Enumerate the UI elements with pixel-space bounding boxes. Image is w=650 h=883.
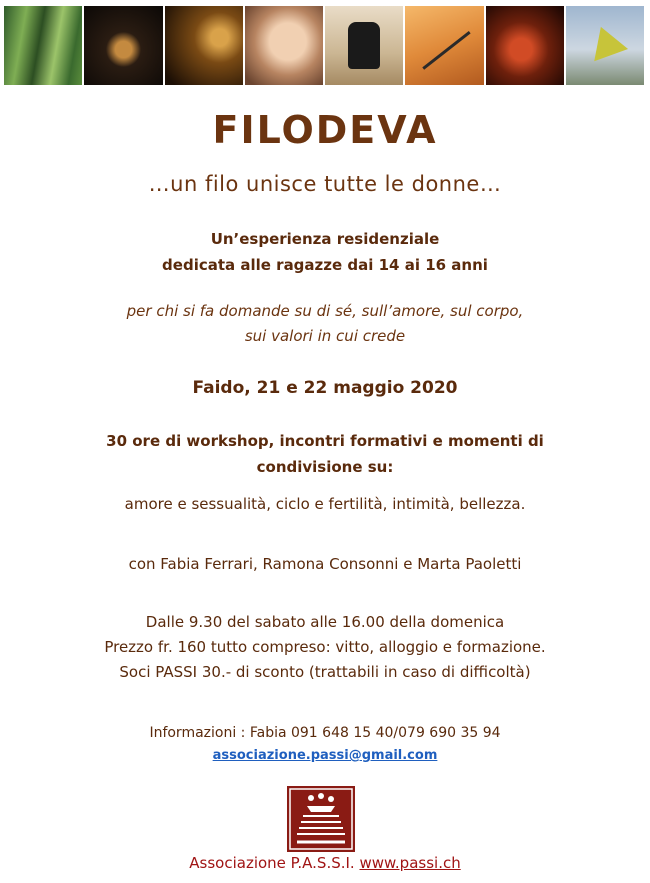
grass-photo <box>4 6 82 85</box>
passi-logo <box>287 786 355 852</box>
footer-org: Associazione P.A.S.S.I. <box>189 854 355 872</box>
price-text: Prezzo fr. 160 tutto compreso: vitto, alloggio e formazione. <box>104 638 546 656</box>
website-link[interactable]: www.passi.ch <box>359 854 461 872</box>
workshop-line-1: 30 ore di workshop, incontri formativi e momenti di <box>106 432 544 450</box>
necklace-photo <box>165 6 243 85</box>
rope-photo <box>84 6 162 85</box>
intro-line-1: Un’esperienza residenziale <box>210 230 440 248</box>
audience-line-1: per chi si fa domande su di sé, sull’amore, sul corpo, <box>126 302 524 320</box>
photo-banner <box>4 6 644 85</box>
needle-thread-photo <box>405 6 483 85</box>
members-discount-text: Soci PASSI 30.- di sconto (trattabili in caso di difficoltà) <box>119 663 531 681</box>
passi-logo-mark <box>287 786 355 852</box>
workshop-topics: amore e sessualità, ciclo e fertilità, intimità, bellezza. <box>124 495 526 513</box>
page-subtitle: …un filo unisce tutte le donne… <box>148 172 502 196</box>
footer <box>0 854 650 872</box>
email-link[interactable]: associazione.passi@gmail.com <box>212 748 438 763</box>
intro-line-2: dedicata alle ragazze dai 14 ai 16 anni <box>162 256 488 274</box>
audience-line-2: sui valori in cui crede <box>244 327 406 345</box>
hosts-text: con Fabia Ferrari, Ramona Consonni e Marta Paoletti <box>128 555 522 573</box>
page-title: FILODEVA <box>212 108 438 152</box>
schedule-text: Dalle 9.30 del sabato alle 16.00 della domenica <box>145 613 505 631</box>
contact-info: Informazioni : Fabia 091 648 15 40/079 690 35 94 <box>149 725 501 741</box>
kite-photo <box>566 6 644 85</box>
woman-smile-photo <box>245 6 323 85</box>
telephone-photo <box>325 6 403 85</box>
event-date: Faido, 21 e 22 maggio 2020 <box>192 378 458 398</box>
fetus-photo <box>486 6 564 85</box>
workshop-line-2: condivisione su: <box>256 458 394 476</box>
